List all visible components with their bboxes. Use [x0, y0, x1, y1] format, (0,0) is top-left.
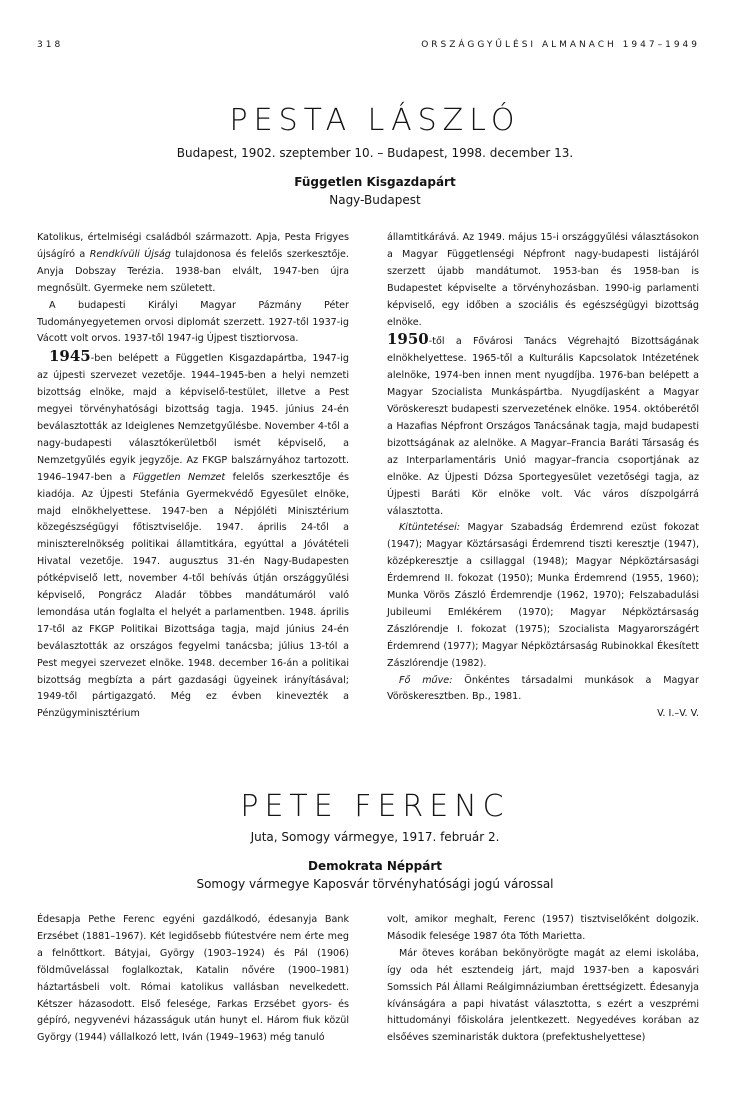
main-work-paragraph: Fő műve: Önkéntes társadalmi munkások a Magyar Vöröskeresztben. Bp., 1981. — [387, 674, 699, 703]
paragraph: 1945-ben belépett a Független Kisgazdapártba, 1947-ig az újpesti szervezet vezetője. 1944–1945-ben a helyi nemzeti bizottság elnöke, majd a képviselő-testület, illetve a Pest megyei törvényhatósági bizottság tagja. 1945. június 24-én beválasztották az Ideiglenes Nemzetgyűlésbe. November 4-től a nagy-budapesti választókerületből ismét képviselő, a Nemzetgyűlés egyik jegyzője. Az FKGP balszárnyához tartozott. 1946–1947-ben a Független Nemzet felelős szerkesztője és kiadója. Az Újpesti Stefánia Gyermekvédő Egyesület elnöke, majd elnökhelyettese. 1947-ben a Népjóléti Minisztérium közegészségügyi főtisztviselője. 1947. április 24-től a miniszterelnökség politikai államtitkára, egyúttal a Jóvátételi Hivatal vezetője. 1947. augusztus 31-én Nagy-Budapesten pótképviselő lett, november 4-től behívás útján országgyűlési képviselő, Pongrácz Aladár többes mandátumáról való lemondása után foglalta el helyét a parlamentben. 1948. április 17-től az FKGP Politikai Bizottsága tagja, majd június 24-én beválasztották az országos fegyelmi tanácsba; július 13-tól a Pest megyei szervezet elnöke. 1948. december 16-án a politikai bizottság megbízta a párt gazdasági ügyeinek irányításával; 1949-től pártigazgató. Még ez évben kinevezték a Pénzügyminisztérium — [37, 347, 349, 720]
entry-constituency: Nagy-Budapest — [329, 193, 421, 207]
paragraph: A budapesti Királyi Magyar Pázmány Péter Tudományegyetemen orvosi diplomát szerzett. 1927-től 1937-ig Vácott volt orvos. 1937-től 1947-ig Újpest tisztiorvosa. — [37, 299, 349, 345]
year-marker: 1950 — [387, 330, 429, 349]
year-marker: 1945 — [49, 347, 91, 366]
entry-right-column — [387, 230, 699, 723]
author-signature: V. I.–V. V. — [657, 708, 699, 720]
entry-left-column — [37, 912, 349, 1047]
entry-dates: Juta, Somogy vármegye, 1917. február 2. — [250, 830, 500, 844]
entry-constituency: Somogy vármegye Kaposvár törvényhatósági jogú várossal — [196, 877, 554, 891]
paragraph: volt, amikor meghalt, Ferenc (1957) tisztviselőként dolgozik. Második felesége 1987 óta Tóth Marietta. — [387, 914, 699, 942]
paragraph: Katolikus, értelmiségi családból származott. Apja, Pesta Frigyes újságíró a Rendkívüli Újság tulajdonosa és felelős szerkesztője. Anyja Dobszay Terézia. 1938-ban elvált, 1947-ben újra megnősült. Gyermeke nem született. — [37, 232, 349, 294]
paragraph: 1950-től a Fővárosi Tanács Végrehajtó Bizottságának elnökhelyettese. 1965-től a Kulturális Kapcsolatok Intézetének alelnöke, 1974-ben innen ment nyugdíjba. 1976-ban belépett a Magyar Szocialista Munkáspártba. Nyugdíjasként a Magyar Vöröskereszt budapesti szervezetének elnöke. 1954. októberétől a Hazafias Népfront Országos Tanácsának tagja, majd budapesti bizottságának az alelnöke. A Magyar–Francia Baráti Társaság és az Interparlamentáris Unió magyar–francia csoportjának az elnöke. Az Újpesti Dózsa Sportegyesület vezetőségi tagja, az Újpesti Baráti Kör elnöke volt. Vác város díszpolgárrá választotta. — [387, 330, 699, 517]
paragraph: államtitkárává. Az 1949. május 15-i országgyűlési választásokon a Magyar Függetlenségi Népfront nagy-budapesti listájáról szerzett újabb mandátumot. 1953-ban és 1958-ban is Budapestet képviselte a törvényhozásban. 1990-ig parlamenti képviselő, egy időben a szociális és egészségügyi bizottság elnöke. — [387, 232, 699, 328]
entry-right-column — [387, 912, 699, 1047]
entry-name: PESTA LÁSZLÓ — [229, 103, 521, 138]
entry-party: Független Kisgazdapárt — [294, 175, 456, 189]
paragraph: Édesapja Pethe Ferenc egyéni gazdálkodó, édesanyja Bank Erzsébet (1881–1967). Két legidősebb fiútestvére nem érte meg a felnőttkort. Bátyjai, György (1903–1924) és Pál (1906) földművelással foglalkoztak, Katalin nővére (1900–1981) háztartásbeli volt. Római katolikus vallásban nevelkedett. Kétszer házasodott. Első felesége, Farkas Erzsébet gyors- és gépíró, negyvenévi házasságuk után hunyt el. Három fiuk közül György (1944) vállalkozó lett, Iván (1949–1963) még tanuló — [37, 914, 349, 1044]
page-number: 318 — [37, 40, 64, 50]
entry-left-column — [37, 230, 349, 723]
paragraph: Már öteves korában bekönyörögte magát az elemi iskolába, így oda hét esztendeig járt, majd 1937-ben a kaposvári Somssich Pál Állami Reálgimnáziumban érettségizett. Édesanyja kívánságára a papi hivatást választotta, s ezért a veszprémi hittudományi főiskolára jelentkezett. Negyedéves korában az elsőéves szeminaristák duktora (prefektushelyettese) — [387, 947, 699, 1044]
running-head — [37, 40, 700, 54]
running-title: ORSZÁGGYŰLÉSI ALMANACH 1947–1949 — [421, 40, 700, 50]
entry-party: Demokrata Néppárt — [308, 859, 442, 873]
entry-name: PETE FERENC — [240, 789, 510, 824]
entry-dates: Budapest, 1902. szeptember 10. – Budapest, 1998. december 13. — [176, 146, 574, 160]
decorations-paragraph: Kitüntetései: Magyar Szabadság Érdemrend ezüst fokozat (1947); Magyar Köztársasági Érdemrend tiszti keresztje (1947), középkeresztje a csillaggal (1948); Magyar Népköztársasági Érdemrend II. fokozat (1950); Munka Érdemrend (1955, 1960); Munka Vörös Zászló Érdemrendje (1962, 1970); Felszabadulási Jubileumi Emlékérem (1970); Magyar Népköztársaság Zászlórendje I. fokozat (1975); Szocialista Magyarországért Érdemrend (1977); Magyar Népköztársaság Rubinokkal Ékesített Zászlórendje (1982). — [387, 522, 699, 669]
